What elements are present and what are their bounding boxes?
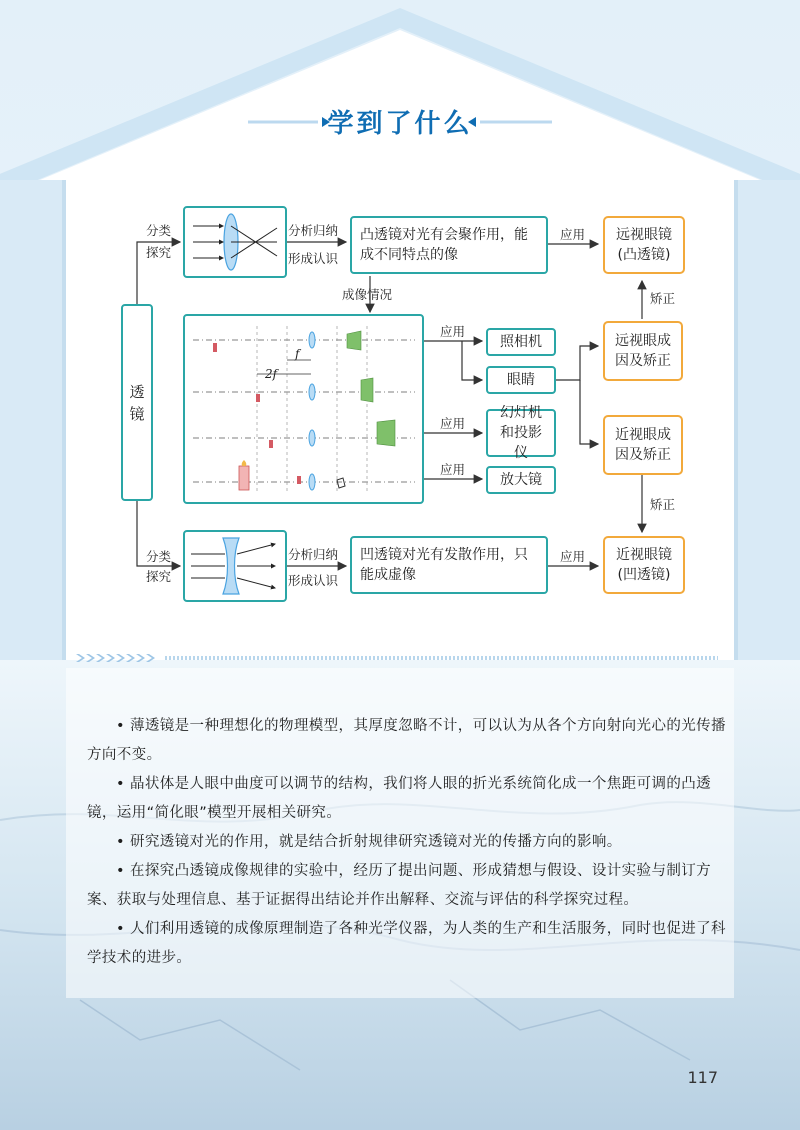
near-sight-cause-box [603, 415, 683, 475]
summary-paragraph-3: • 研究透镜对光的作用，就是结合折射规律研究透镜对光的传播方向的影响。 [116, 834, 622, 850]
apply-label-projector: 应用 [440, 416, 466, 431]
convex-conclusion-box [350, 216, 548, 274]
imaging-diagram [185, 316, 422, 502]
projector-text: 幻灯机和投影仪 [500, 405, 542, 461]
correct-label-top: 矫正 [650, 291, 676, 306]
lens-box-label: 透镜 [129, 382, 145, 423]
top-apply-label: 应用 [560, 227, 586, 242]
convex-lens-diagram [183, 206, 287, 278]
eye-box [486, 366, 556, 394]
top-analysis-line2: 形成认识 [288, 251, 339, 266]
near-sight-glasses-text: 近视眼镜(凹透镜) [616, 547, 672, 583]
eye-text: 眼睛 [507, 372, 535, 388]
summary-paragraph-2: • 晶状体是人眼中曲度可以调节的结构，我们将人眼的折光系统简化成一个焦距可调的凸透镜，运用“简化眼”模型开展相关研究。 [87, 776, 712, 821]
projector-box [486, 405, 556, 461]
summary-paragraph-4: • 在探究凸透镜成像规律的实验中，经历了提出问题、形成猜想与假设、设计实验与制订方案、获取与处理信息、基于证据得出结论并作出解释、交流与评估的科学探究过程。 [87, 863, 712, 908]
imaging-panel [183, 314, 424, 504]
lens-box [121, 304, 153, 501]
bottom-apply-label: 应用 [560, 549, 586, 564]
concave-lens-diagram [183, 530, 287, 602]
concave-conclusion-box [350, 536, 548, 594]
correct-label-bottom: 矫正 [650, 497, 676, 512]
far-sight-cause-text: 远视眼成因及矫正 [615, 333, 671, 369]
apply-label-magnifier: 应用 [440, 462, 466, 477]
double-focal-length-label: 2f [265, 367, 278, 381]
top-method-line1: 分类 [146, 223, 172, 238]
focal-length-label: f [295, 347, 300, 361]
apply-label-camera: 应用 [440, 324, 466, 339]
near-sight-cause-text: 近视眼成因及矫正 [615, 427, 671, 463]
magnifier-box [486, 466, 556, 494]
summary-paragraph-1: • 薄透镜是一种理想化的物理模型，其厚度忽略不计，可以认为从各个方向射向光心的光传播方向不变。 [87, 718, 726, 763]
imaging-label: 成像情况 [342, 287, 393, 302]
near-sight-glasses-box [603, 536, 685, 594]
far-sight-glasses-text: 远视眼镜(凸透镜) [616, 227, 672, 263]
camera-box [486, 328, 556, 356]
convex-lens-icon [185, 208, 285, 276]
bottom-method-line2: 探究 [146, 569, 172, 584]
top-method-line2: 探究 [146, 245, 172, 260]
far-sight-glasses-box [603, 216, 685, 274]
page-number: 117 [687, 1068, 718, 1087]
concave-conclusion-text: 凹透镜对光有发散作用，只能成虚像 [360, 547, 528, 583]
bottom-analysis-line2: 形成认识 [288, 573, 339, 588]
camera-text: 照相机 [500, 334, 542, 350]
convex-conclusion-text: 凸透镜对光有会聚作用，能成不同特点的像 [360, 227, 528, 263]
far-sight-cause-box [603, 321, 683, 381]
magnifier-text: 放大镜 [500, 472, 542, 488]
concave-lens-icon [185, 532, 285, 600]
page-title: 学到了什么 [327, 109, 473, 139]
bottom-analysis-line1: 分析归纳 [288, 547, 339, 562]
top-analysis-line1: 分析归纳 [288, 223, 339, 238]
bottom-method-line1: 分类 [146, 549, 172, 564]
summary-paragraph-5: • 人们利用透镜的成像原理制造了各种光学仪器，为人类的生产和生活服务，同时也促进了科学技术的进步。 [87, 921, 726, 966]
